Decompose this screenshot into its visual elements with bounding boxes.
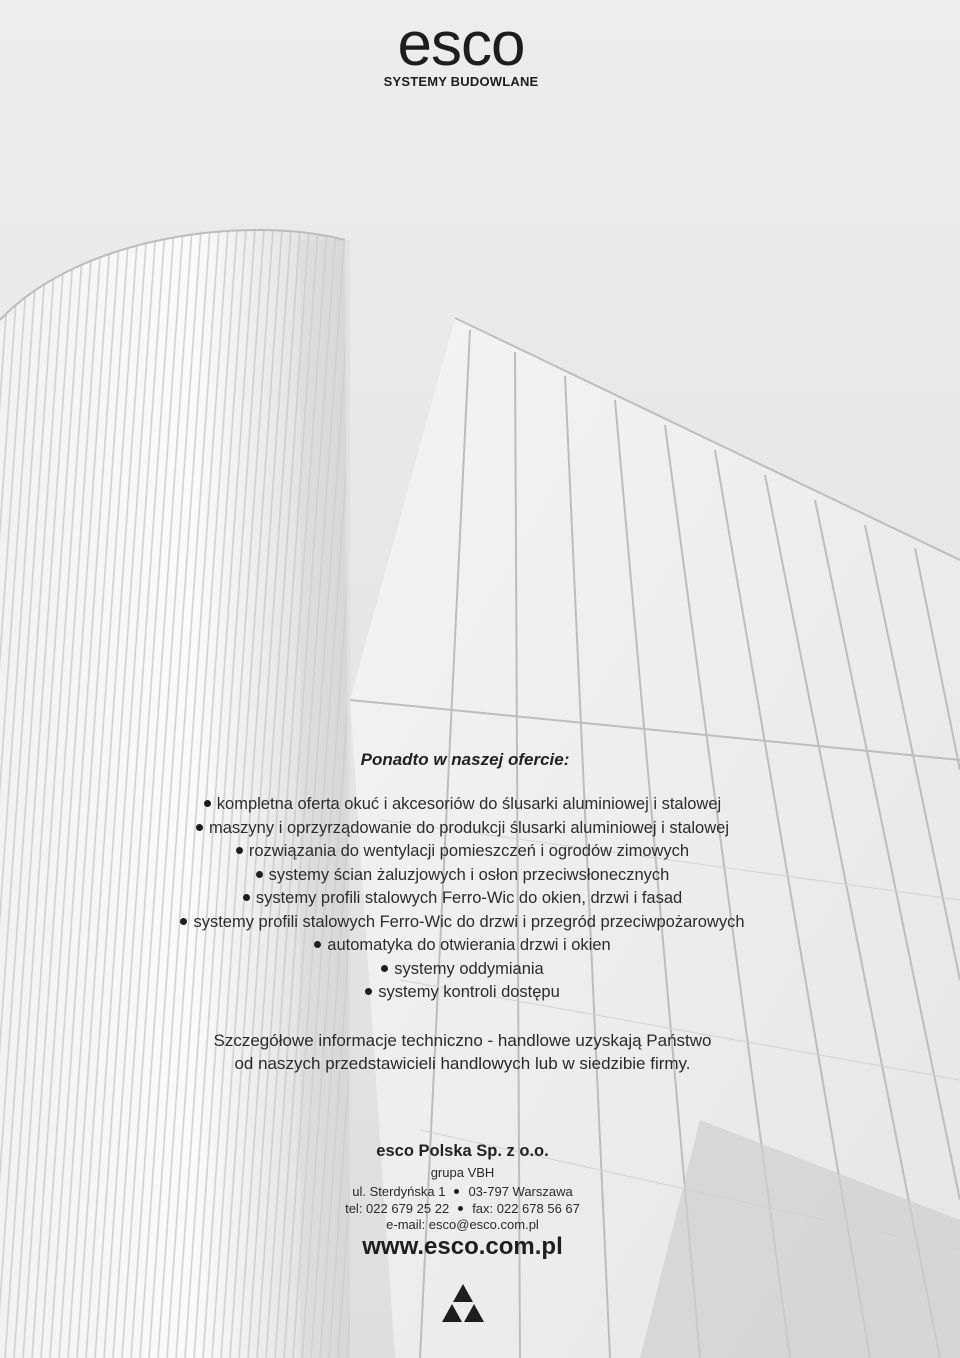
company-name: esco Polska Sp. z o.o.: [376, 1142, 549, 1160]
phone: tel: 022 679 25 22: [345, 1201, 450, 1216]
bullet-icon: [314, 941, 321, 948]
list-item-text: systemy kontroli dostępu: [378, 983, 560, 1001]
offer-list: [0, 793, 925, 1005]
list-item: [0, 817, 925, 841]
list-item: [0, 840, 925, 864]
list-item-text: systemy ścian żaluzjowych i osłon przeciwsłonecznych: [268, 865, 670, 884]
bullet-icon: [236, 847, 243, 854]
list-item: [0, 864, 925, 888]
list-item-text: systemy profili stalowych Ferro-Wic do drzwi i przegród przeciwpożarowych: [193, 912, 745, 931]
list-item-text: maszyny i oprzyrządowanie do produkcji ślusarki aluminiowej i stalowej: [209, 818, 729, 837]
logo-subtitle: SYSTEMY BUDOWLANE: [383, 74, 539, 89]
list-item-text: automatyka do otwierania drzwi i okien: [327, 936, 611, 954]
city: 03-797 Warszawa: [468, 1184, 573, 1199]
bullet-icon: [381, 965, 388, 972]
triforce-triangle-icon: [442, 1283, 484, 1323]
list-item-text: kompletna oferta okuć i akcesoriów do ślusarki aluminiowej i stalowej: [216, 795, 722, 813]
details-line: od naszych przedstawicieli handlowych lub w siedzibie firmy.: [234, 1054, 691, 1073]
details-paragraph: [0, 1029, 925, 1075]
website-link[interactable]: www.esco.com.pl: [362, 1233, 563, 1260]
list-item: [0, 958, 925, 982]
street: ul. Sterdyńska 1: [352, 1184, 446, 1199]
bullet-icon: [256, 871, 263, 878]
list-item: [0, 981, 925, 1005]
list-item-text: systemy oddymiania: [394, 959, 544, 978]
details-line: Szczegółowe informacje techniczno - handlowe uzyskają Państwo: [213, 1031, 712, 1050]
fax: fax: 022 678 56 67: [472, 1201, 580, 1216]
esco-logo: [372, 10, 550, 89]
list-item: [0, 793, 925, 817]
list-item: [0, 934, 925, 958]
logo-wordmark: esco: [397, 10, 525, 79]
offer-heading: Ponadto w naszej ofercie:: [360, 750, 570, 769]
bullet-icon: [196, 824, 203, 831]
company-group: grupa VBH: [430, 1165, 495, 1180]
email-link[interactable]: e-mail: esco@esco.com.pl: [386, 1217, 539, 1232]
list-item: [0, 887, 925, 911]
separator-dot-icon: [458, 1206, 463, 1211]
bullet-icon: [243, 894, 250, 901]
address-line: [0, 1184, 925, 1199]
bullet-icon: [365, 988, 372, 995]
bullet-icon: [204, 800, 211, 807]
bullet-icon: [180, 918, 187, 925]
list-item-text: systemy profili stalowych Ferro-Wic do okien, drzwi i fasad: [255, 889, 683, 907]
list-item-text: rozwiązania do wentylacji pomieszczeń i ogrodów zimowych: [248, 842, 690, 860]
list-item: [0, 911, 925, 935]
phone-line: [0, 1201, 925, 1216]
separator-dot-icon: [454, 1189, 459, 1194]
